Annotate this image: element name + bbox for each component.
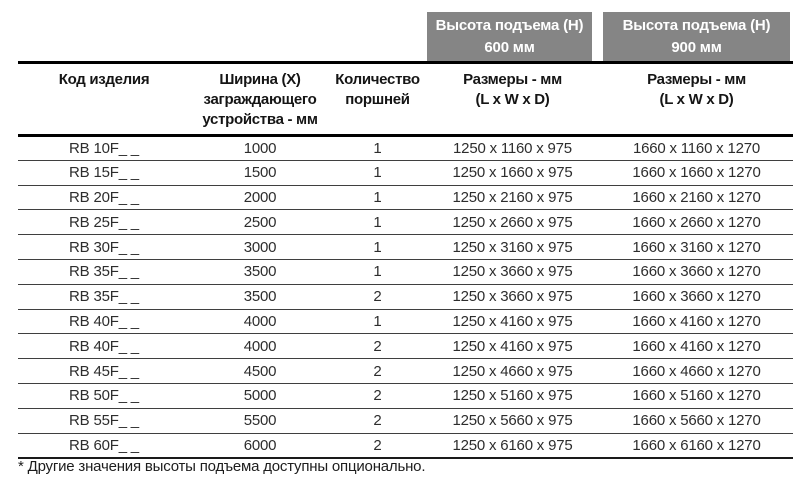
- cell-dimensions-600: 1250 x 1660 x 975: [425, 160, 600, 185]
- table-row: [18, 136, 793, 161]
- cell-dimensions-900: 1660 x 1660 x 1270: [600, 160, 793, 185]
- footnote: * Другие значения высоты подъема доступны опционально.: [18, 458, 426, 475]
- cell-dimensions-900: 1660 x 4660 x 1270: [600, 359, 793, 384]
- table-row: [18, 433, 793, 458]
- cell-dimensions-900: 1660 x 2160 x 1270: [600, 185, 793, 210]
- table-row: [18, 383, 793, 408]
- cell-dimensions-600: 1250 x 5660 x 975: [425, 408, 600, 433]
- table-row: [18, 185, 793, 210]
- cell-product-code: RB 25F_ _: [18, 210, 190, 235]
- cell-piston-count: 1: [330, 185, 425, 210]
- cell-piston-count: 1: [330, 136, 425, 161]
- band-spacer: [18, 12, 425, 63]
- table-row: [18, 408, 793, 433]
- band-cell-900: [600, 12, 793, 63]
- cell-dimensions-900: 1660 x 5160 x 1270: [600, 383, 793, 408]
- band-title: Высота подъема (H): [622, 17, 771, 34]
- cell-dimensions-600: 1250 x 4660 x 975: [425, 359, 600, 384]
- product-spec-table: [18, 12, 793, 459]
- cell-width: 5000: [190, 383, 330, 408]
- cell-dimensions-600: 1250 x 5160 x 975: [425, 383, 600, 408]
- cell-piston-count: 1: [330, 210, 425, 235]
- column-header-product-code: Код изделия: [18, 63, 190, 136]
- cell-piston-count: 1: [330, 160, 425, 185]
- column-header-pistons: Количество поршней: [330, 63, 425, 136]
- column-header-dimensions-600: Размеры - мм (L x W x D): [425, 63, 600, 136]
- cell-dimensions-900: 1660 x 5660 x 1270: [600, 408, 793, 433]
- cell-piston-count: 2: [330, 284, 425, 309]
- cell-width: 1000: [190, 136, 330, 161]
- cell-piston-count: 2: [330, 433, 425, 458]
- table-row: [18, 334, 793, 359]
- column-header-row: [18, 63, 793, 136]
- cell-dimensions-600: 1250 x 3660 x 975: [425, 284, 600, 309]
- table-row: [18, 359, 793, 384]
- cell-width: 5500: [190, 408, 330, 433]
- cell-dimensions-600: 1250 x 3660 x 975: [425, 259, 600, 284]
- cell-product-code: RB 50F_ _: [18, 383, 190, 408]
- cell-dimensions-600: 1250 x 4160 x 975: [425, 334, 600, 359]
- cell-width: 2500: [190, 210, 330, 235]
- cell-dimensions-600: 1250 x 2160 x 975: [425, 185, 600, 210]
- cell-width: 4000: [190, 334, 330, 359]
- band-header-900mm: [603, 12, 790, 61]
- cell-product-code: RB 30F_ _: [18, 235, 190, 260]
- cell-dimensions-600: 1250 x 2660 x 975: [425, 210, 600, 235]
- cell-dimensions-900: 1660 x 3160 x 1270: [600, 235, 793, 260]
- table-row: [18, 284, 793, 309]
- table-row: [18, 259, 793, 284]
- cell-product-code: RB 40F_ _: [18, 334, 190, 359]
- cell-product-code: RB 60F_ _: [18, 433, 190, 458]
- table-body: [18, 136, 793, 458]
- band-header-600mm: [427, 12, 592, 61]
- table-row: [18, 160, 793, 185]
- cell-dimensions-900: 1660 x 4160 x 1270: [600, 334, 793, 359]
- cell-width: 2000: [190, 185, 330, 210]
- table-row: [18, 235, 793, 260]
- band-header-row: [18, 12, 793, 63]
- cell-dimensions-900: 1660 x 3660 x 1270: [600, 259, 793, 284]
- cell-piston-count: 2: [330, 408, 425, 433]
- cell-width: 3000: [190, 235, 330, 260]
- cell-dimensions-600: 1250 x 6160 x 975: [425, 433, 600, 458]
- column-header-width: Ширина (X) заграждающего устройства - мм: [190, 63, 330, 136]
- cell-piston-count: 2: [330, 383, 425, 408]
- band-cell-600: [425, 12, 600, 63]
- cell-width: 1500: [190, 160, 330, 185]
- cell-width: 3500: [190, 259, 330, 284]
- table-row: [18, 210, 793, 235]
- cell-product-code: RB 20F_ _: [18, 185, 190, 210]
- cell-width: 4500: [190, 359, 330, 384]
- cell-product-code: RB 40F_ _: [18, 309, 190, 334]
- column-header-dimensions-900: Размеры - мм (L x W x D): [600, 63, 793, 136]
- cell-dimensions-900: 1660 x 4160 x 1270: [600, 309, 793, 334]
- band-title: Высота подъема (H): [435, 17, 584, 34]
- cell-dimensions-600: 1250 x 3160 x 975: [425, 235, 600, 260]
- band-value: 900 мм: [671, 39, 722, 56]
- cell-dimensions-600: 1250 x 4160 x 975: [425, 309, 600, 334]
- cell-product-code: RB 45F_ _: [18, 359, 190, 384]
- cell-width: 6000: [190, 433, 330, 458]
- cell-product-code: RB 55F_ _: [18, 408, 190, 433]
- cell-product-code: RB 10F_ _: [18, 136, 190, 161]
- cell-piston-count: 1: [330, 309, 425, 334]
- cell-product-code: RB 35F_ _: [18, 259, 190, 284]
- cell-piston-count: 2: [330, 359, 425, 384]
- cell-width: 4000: [190, 309, 330, 334]
- cell-dimensions-900: 1660 x 2660 x 1270: [600, 210, 793, 235]
- cell-piston-count: 1: [330, 259, 425, 284]
- cell-piston-count: 2: [330, 334, 425, 359]
- cell-product-code: RB 15F_ _: [18, 160, 190, 185]
- cell-dimensions-900: 1660 x 3660 x 1270: [600, 284, 793, 309]
- cell-dimensions-900: 1660 x 1160 x 1270: [600, 136, 793, 161]
- table-row: [18, 309, 793, 334]
- cell-dimensions-600: 1250 x 1160 x 975: [425, 136, 600, 161]
- cell-piston-count: 1: [330, 235, 425, 260]
- cell-product-code: RB 35F_ _: [18, 284, 190, 309]
- cell-width: 3500: [190, 284, 330, 309]
- cell-dimensions-900: 1660 x 6160 x 1270: [600, 433, 793, 458]
- band-value: 600 мм: [484, 39, 535, 56]
